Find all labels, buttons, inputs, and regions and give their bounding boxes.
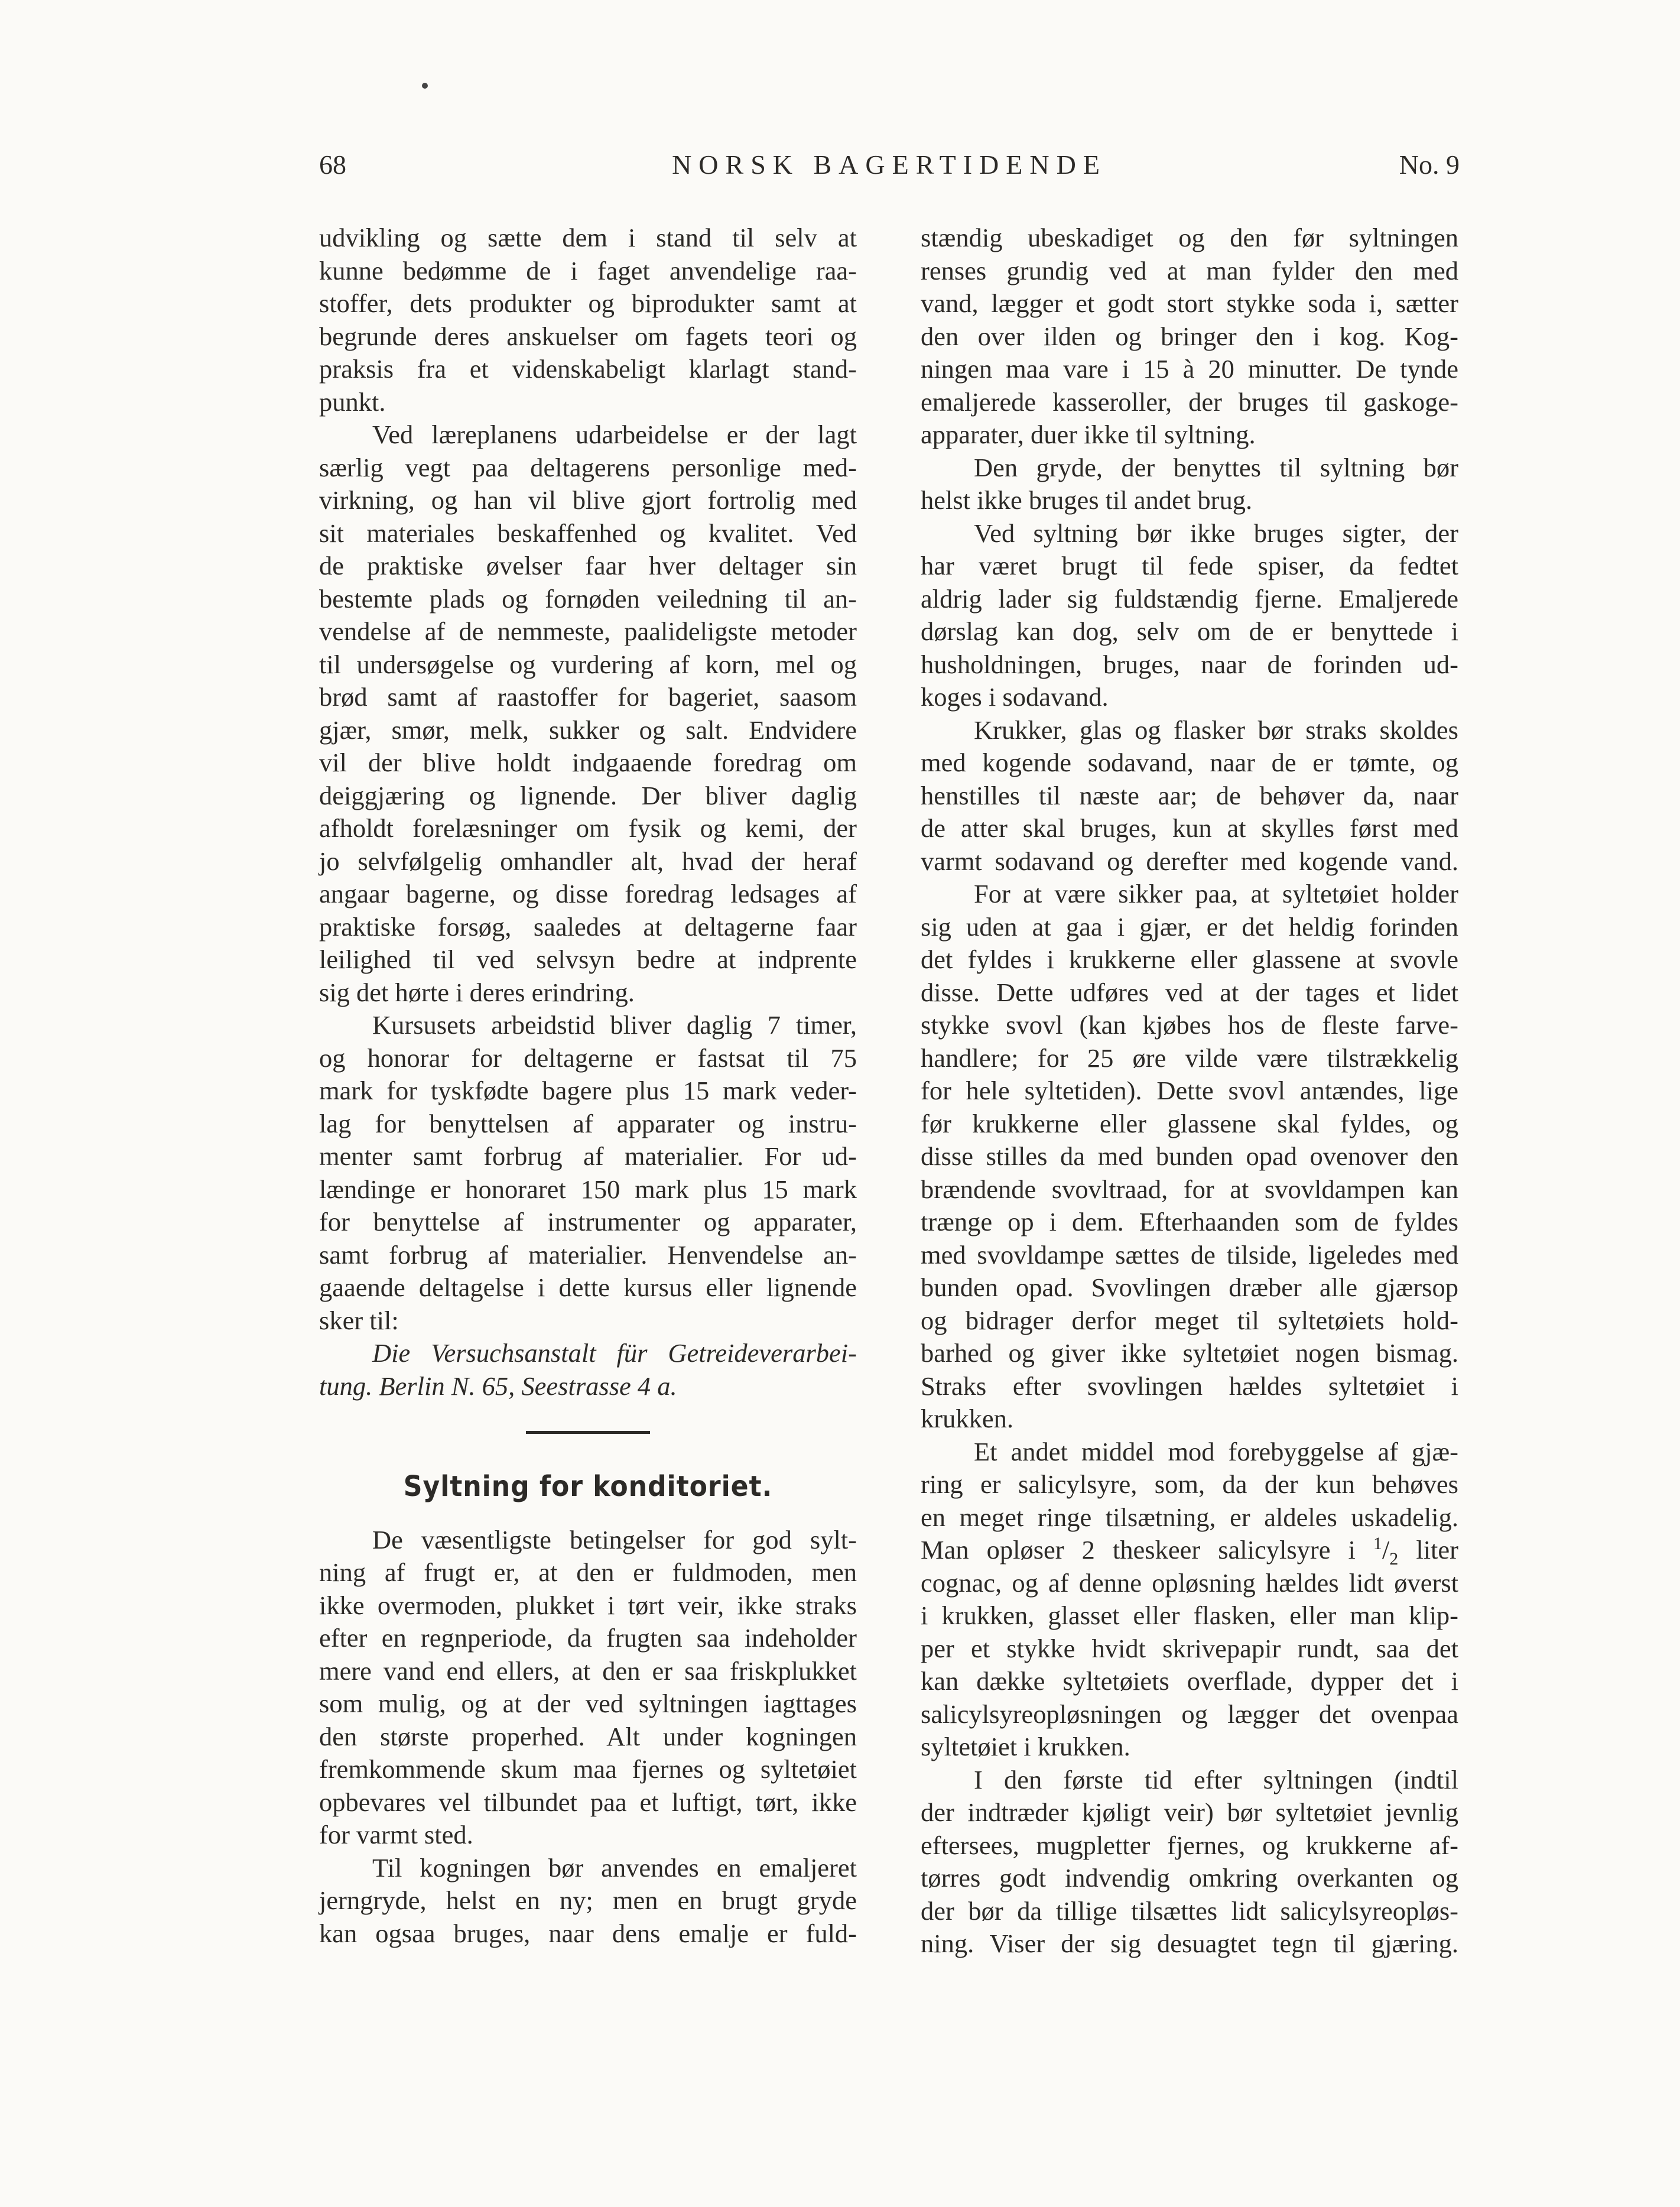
text-line: kan ogsaa bruges, naar dens emalje er fuld-	[319, 1918, 857, 1948]
text-line: dørslag kan dog, selv om de er benyttede i	[921, 616, 1458, 646]
text-line: de atter skal bruges, kun at skylles først med	[921, 813, 1458, 843]
text-line: helst ikke bruges til andet brug.	[921, 485, 1253, 515]
text-line: emaljerede kasseroller, der bruges til gaskoge-	[921, 387, 1458, 417]
text-line-with-fraction: Man opløser 2 theskeer salicylsyre i $^1/_2$ liter	[921, 1534, 1458, 1569]
text-line: stykke svovl (kan kjøbes hos de fleste farve-	[921, 1010, 1458, 1040]
text-line: før krukkerne eller glassene skal fyldes, og	[921, 1108, 1458, 1138]
text-line: angaar bagerne, og disse foredrag ledsages af	[319, 879, 857, 908]
paragraph-kursus	[319, 1009, 857, 1337]
paragraph-intro	[319, 222, 857, 418]
text-line: Den gryde, der benyttes til syltning bør	[974, 452, 1458, 482]
text-line: den største properhed. Alt under kogningen	[319, 1721, 857, 1751]
fraction-denominator: 2	[1389, 1549, 1399, 1569]
text-line: til undersøgelse og vurdering af korn, mel og	[319, 649, 857, 679]
text-line: har været brugt til fede spiser, da fedtet	[921, 551, 1458, 580]
address-line: tung. Berlin N. 65, Seestrasse 4 a.	[319, 1371, 677, 1401]
text-line: ring er salicylsyre, som, da der kun behøves	[921, 1469, 1458, 1499]
text-line: den over ilden og bringer den i kog. Kog-	[921, 321, 1458, 351]
text-line: I den første tid efter syltningen (indtil	[974, 1764, 1458, 1794]
text-line: Ved syltning bør ikke bruges sigter, der	[974, 518, 1458, 548]
text-line: jo selvfølgelig omhandler alt, hvad der heraf	[319, 846, 857, 876]
text-line: for benyttelse af instrumenter og apparater,	[319, 1207, 857, 1236]
text-line: som mulig, og at der ved syltningen iagttages	[319, 1689, 857, 1718]
text-line: tørres godt indvendig omkring overkanten og	[921, 1863, 1458, 1893]
text-line: henstilles til næste aar; de behøver da, naar	[921, 780, 1458, 810]
text-line: fremkommende skum maa fjernes og syltetøiet	[319, 1754, 857, 1784]
text-line: de praktiske øvelser faar hver deltager sin	[319, 551, 857, 580]
text-line: cognac, og af denne opløsning hældes lidt øverst	[921, 1567, 1458, 1598]
text-line: per et stykke hvidt skrivepapir rundt, saa det	[921, 1633, 1458, 1663]
address-block	[319, 1337, 857, 1403]
text-line: brændende svovltraad, for at svovldampen kan	[921, 1174, 1458, 1204]
paragraph-betingelser	[319, 1524, 857, 1852]
text-line: Kursusets arbeidstid bliver daglig 7 timer,	[372, 1010, 857, 1040]
text-line: syltetøiet i krukken.	[921, 1732, 1130, 1761]
paragraph-kogning	[319, 1852, 857, 1950]
page-header	[319, 149, 1460, 196]
paragraph-tilsyn	[921, 1764, 1458, 1961]
text-line: med kogende sodavand, naar de er tømte, og	[921, 748, 1458, 777]
text-line: barhed og giver ikke syltetøiet nogen bismag.	[921, 1338, 1458, 1368]
text-line: sit materiales beskaffenhed og kvalitet. Ved	[319, 518, 857, 548]
text-line: begrunde deres anskuelser om fagets teori og	[319, 321, 857, 351]
text-line: praksis fra et videnskabeligt klarlagt stand-	[319, 354, 857, 384]
text-line: bunden opad. Svovlingen dræber alle gjærsop	[921, 1273, 1458, 1302]
paragraph-sigter	[921, 517, 1458, 714]
paragraph-gryde-rens	[921, 222, 1458, 452]
text-line: handlere; for 25 øre vilde være tilstrækkelig	[921, 1043, 1458, 1073]
text-line: mark for tyskfødte bagere plus 15 mark veder-	[319, 1076, 857, 1105]
text-line: vendelse af de nemmeste, paalideligste metoder	[319, 616, 857, 646]
right-column	[921, 222, 1458, 1961]
text-line: punkt.	[319, 387, 386, 417]
text-line: ning af frugt er, at den er fuldmoden, men	[319, 1557, 857, 1587]
text-line: efter en regnperiode, da frugten saa indeholder	[319, 1623, 857, 1653]
ink-speck	[422, 83, 428, 89]
text-line: koges i sodavand.	[921, 682, 1109, 712]
text-line: Ved læreplanens udarbeidelse er der lagt	[372, 420, 857, 449]
text-line: for varmt sted.	[319, 1820, 473, 1849]
text-line: For at være sikker paa, at syltetøiet holder	[974, 879, 1458, 908]
text-line: Til kogningen bør anvendes en emaljeret	[372, 1852, 857, 1883]
text-line: stændig ubeskadiget og den før syltningen	[921, 223, 1458, 252]
text-line: sker til:	[319, 1305, 399, 1335]
text-line: gjær, smør, melk, sukker og salt. Endvidere	[319, 715, 857, 745]
text-line: afholdt forelæsninger om fysik og kemi, der	[319, 813, 857, 843]
text-line: særlig vegt paa deltagerens personlige med-	[319, 452, 857, 482]
page-number: 68	[319, 150, 346, 180]
text-line: lændinge er honoraret 150 mark plus 15 mark	[319, 1174, 857, 1204]
text-fragment: Man opløser 2 theskeer salicylsyre i	[921, 1535, 1356, 1565]
fraction-numerator: 1	[1373, 1534, 1382, 1554]
text-line: udvikling og sætte dem i stand til selv at	[319, 223, 857, 252]
text-line: husholdningen, bruges, naar de forinden ud-	[921, 649, 1458, 679]
text-line: og bidrager derfor meget til syltetøiets hold-	[921, 1305, 1458, 1335]
text-line: ikke overmoden, plukket i tørt veir, ikke straks	[319, 1590, 857, 1620]
text-line: Straks efter svovlingen hældes syltetøiet i	[921, 1371, 1458, 1401]
text-line: jerngryde, helst en ny; men en brugt gryde	[319, 1885, 857, 1915]
text-line: med svovldampe sættes de tilside, ligeledes med	[921, 1239, 1458, 1270]
text-line: Krukker, glas og flasker bør straks skoldes	[974, 715, 1458, 745]
text-line: praktiske forsøg, saaledes at deltagerne faar	[319, 911, 857, 942]
text-line: en meget ringe tilsætning, er aldeles uskadelig.	[921, 1502, 1458, 1532]
text-line: der bør da tillige tilsættes lidt salicylsyreopløs-	[921, 1896, 1458, 1926]
text-line: sig det hørte i deres erindring.	[319, 977, 635, 1007]
text-line: menter samt forbrug af materialier. For ud-	[319, 1141, 857, 1171]
text-line: Et andet middel mod forebyggelse af gjæ-	[974, 1436, 1458, 1466]
paragraph-svovl	[921, 878, 1458, 1436]
text-line: krukken.	[921, 1404, 1013, 1433]
left-column	[319, 222, 857, 1950]
text-line: De væsentligste betingelser for god sylt-	[372, 1524, 857, 1554]
text-line: lag for benyttelsen af apparater og instru-	[319, 1108, 857, 1138]
text-line: eftersees, mugpletter fjernes, og krukkerne af-	[921, 1830, 1458, 1860]
text-line: renses grundig ved at man fylder den med	[921, 255, 1458, 285]
text-line: det fyldes i krukkerne eller glassene at svovle	[921, 945, 1458, 974]
paragraph-salicylsyre	[921, 1436, 1458, 1764]
text-line: salicylsyreopløsningen og lægger det ovenpaa	[921, 1699, 1458, 1729]
paragraph-krukker	[921, 714, 1458, 878]
text-line: gaaende deltagelse i dette kursus eller lignende	[319, 1273, 857, 1302]
text-line: varmt sodavand og derefter med kogende vand.	[921, 846, 1458, 876]
journal-title: NORSK BAGERTIDENDE	[672, 150, 1107, 180]
text-line: virkning, og han vil blive gjort fortrolig med	[319, 485, 857, 515]
text-line: stoffer, dets produkter og biprodukter samt at	[319, 288, 857, 318]
text-line: kunne bedømme de i faget anvendelige raa-	[319, 255, 857, 285]
text-line: for hele syltetiden). Dette svovl antændes, lige	[921, 1076, 1458, 1105]
text-line: opbevares vel tilbundet paa et luftigt, tørt, ikke	[319, 1787, 857, 1817]
text-line: ning. Viser der sig desuagtet tegn til gjæring.	[921, 1929, 1458, 1958]
text-fragment: liter	[1416, 1535, 1458, 1565]
section-heading: Syltning for konditoriet.	[403, 1470, 773, 1503]
text-line: vand, lægger et godt stort stykke soda i, sætter	[921, 288, 1458, 318]
text-line: sig uden at gaa i gjær, er det heldig forinden	[921, 911, 1458, 942]
address-line: Die Versuchsanstalt für Getreideverarbei-	[372, 1338, 857, 1368]
text-line: i krukken, glasset eller flasken, eller man klip-	[921, 1601, 1458, 1630]
section-divider	[526, 1431, 650, 1434]
text-line: deiggjæring og lignende. Der bliver daglig	[319, 780, 857, 810]
text-line: leilighed til ved selvsyn bedre at indprente	[319, 945, 857, 974]
text-line: aldrig lader sig fuldstændig fjerne. Emaljerede	[921, 583, 1458, 614]
text-line: apparater, duer ikke til syltning.	[921, 420, 1256, 449]
text-line: ningen maa vare i 15 à 20 minutter. De tynde	[921, 354, 1458, 384]
text-line: disse stilles da med bunden opad ovenover den	[921, 1141, 1458, 1171]
issue-number: No. 9	[1399, 150, 1460, 180]
text-line: brød samt af raastoffer for bageriet, saasom	[319, 682, 857, 712]
paragraph-gryde-brug	[921, 452, 1458, 517]
text-line: disse. Dette udføres ved at der tages et lidet	[921, 977, 1458, 1007]
text-line: der indtræder kjøligt veir) bør syltetøiet jevnlig	[921, 1797, 1458, 1827]
text-line: mere vand end ellers, at den er saa friskplukket	[319, 1656, 857, 1686]
text-line: og honorar for deltagerne er fastsat til 75	[319, 1043, 857, 1073]
paragraph-laereplan	[319, 418, 857, 1009]
text-line: vil der blive holdt indgaaende foredrag om	[319, 748, 857, 777]
text-line: trænge op i dem. Efterhaanden som de fyldes	[921, 1207, 1458, 1236]
text-line: kan dække syltetøiets overflade, dypper det i	[921, 1666, 1458, 1696]
text-line: samt forbrug af materialier. Henvendelse an-	[319, 1239, 857, 1270]
text-line: bestemte plads og fornøden veiledning til an-	[319, 583, 857, 614]
